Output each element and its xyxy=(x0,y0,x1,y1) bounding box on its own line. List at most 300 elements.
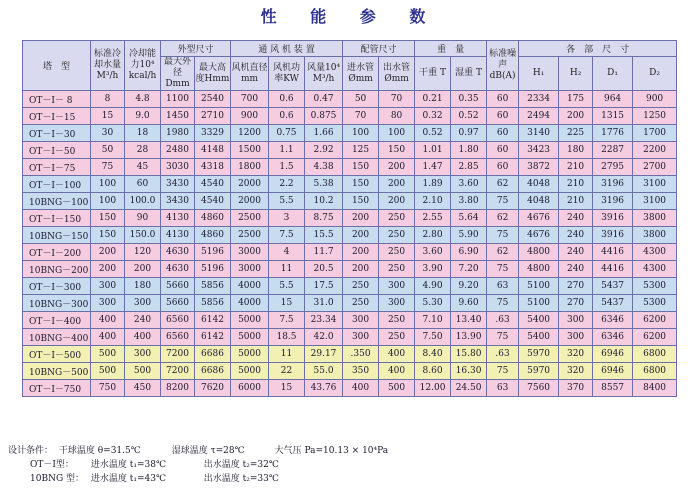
table-cell: 500 xyxy=(91,363,125,380)
table-cell: 3430 xyxy=(161,193,195,210)
table-cell: 7200 xyxy=(161,363,195,380)
row-model-cell: 10BNG－300 xyxy=(23,295,91,312)
header-pipe-1: 出水管 Ømm xyxy=(379,57,415,91)
table-cell: 5100 xyxy=(519,278,559,295)
table-cell: 150 xyxy=(343,176,379,193)
row-model-cell: OT－Ⅰ－ 8 xyxy=(23,91,91,108)
table-cell: 200 xyxy=(379,176,415,193)
header-pipe-0: 进水管 Ømm xyxy=(343,57,379,91)
table-cell: 200 xyxy=(125,261,161,278)
table-cell: 6800 xyxy=(633,346,677,363)
table-cell: 2.92 xyxy=(305,142,343,159)
table-cell: 300 xyxy=(343,312,379,329)
table-cell: 3800 xyxy=(633,210,677,227)
table-row xyxy=(23,346,677,363)
table-cell: 210 xyxy=(559,159,593,176)
table-cell: 125 xyxy=(343,142,379,159)
table-cell: 3.60 xyxy=(451,176,487,193)
header-fan-group: 通 风 机 装 置 xyxy=(231,41,343,57)
table-cell: 6142 xyxy=(195,312,231,329)
table-cell: 2000 xyxy=(231,176,269,193)
table-cell: 7.50 xyxy=(415,329,451,346)
table-cell: 240 xyxy=(559,210,593,227)
table-cell: 500 xyxy=(125,363,161,380)
table-cell: 9.0 xyxy=(125,108,161,125)
table-cell: 8.40 xyxy=(415,346,451,363)
table-row xyxy=(23,329,677,346)
table-cell: 75 xyxy=(487,261,519,278)
table-cell: 63 xyxy=(487,278,519,295)
table-cell: 0.6 xyxy=(269,108,305,125)
table-cell: 2500 xyxy=(231,210,269,227)
table-cell: 175 xyxy=(559,91,593,108)
table-cell: 5660 xyxy=(161,278,195,295)
table-cell: 3140 xyxy=(519,125,559,142)
table-cell: 250 xyxy=(379,329,415,346)
table-cell: 2000 xyxy=(231,193,269,210)
table-cell: 23.34 xyxy=(305,312,343,329)
table-cell: 42.0 xyxy=(305,329,343,346)
table-cell: 320 xyxy=(559,363,593,380)
table-cell: 4860 xyxy=(195,227,231,244)
table-cell: 11.7 xyxy=(305,244,343,261)
table-cell: 4048 xyxy=(519,176,559,193)
table-cell: 200 xyxy=(91,261,125,278)
table-cell: 250 xyxy=(379,312,415,329)
table-cell: 8.75 xyxy=(305,210,343,227)
table-cell: 300 xyxy=(125,346,161,363)
table-cell: 150 xyxy=(343,193,379,210)
table-cell: 900 xyxy=(633,91,677,108)
table-cell: 4318 xyxy=(195,159,231,176)
table-cell: 4676 xyxy=(519,227,559,244)
row-model-cell: OT－Ⅰ－500 xyxy=(23,346,91,363)
table-cell: 2.85 xyxy=(451,159,487,176)
table-row xyxy=(23,193,677,210)
table-cell: 0.75 xyxy=(269,125,305,142)
table-cell: 1776 xyxy=(593,125,633,142)
table-cell: 6560 xyxy=(161,329,195,346)
table-cell: 62 xyxy=(487,176,519,193)
table-cell: 5.5 xyxy=(269,278,305,295)
table-cell: 6946 xyxy=(593,363,633,380)
table-cell: 45 xyxy=(125,159,161,176)
table-cell: 90 xyxy=(125,210,161,227)
header-weight-1: 湿重 T xyxy=(451,57,487,91)
table-cell: 13.90 xyxy=(451,329,487,346)
table-cell: 3196 xyxy=(593,193,633,210)
table-cell: 200 xyxy=(559,108,593,125)
table-cell: 320 xyxy=(559,346,593,363)
table-cell: 400 xyxy=(379,346,415,363)
table-row xyxy=(23,312,677,329)
table-cell: 210 xyxy=(559,176,593,193)
table-cell: 5300 xyxy=(633,295,677,312)
table-row xyxy=(23,108,677,125)
footnote-wet-bulb: 湿球温度 τ=28℃ xyxy=(171,446,245,456)
table-cell: 2494 xyxy=(519,108,559,125)
table-cell: 60 xyxy=(487,142,519,159)
table-cell: 28 xyxy=(125,142,161,159)
table-row xyxy=(23,380,677,397)
table-cell: 700 xyxy=(231,91,269,108)
row-model-cell: 10BNG－500 xyxy=(23,363,91,380)
row-model-cell: 10BNG－400 xyxy=(23,329,91,346)
table-row xyxy=(23,227,677,244)
table-cell: 300 xyxy=(125,295,161,312)
table-cell: 3000 xyxy=(231,261,269,278)
table-cell: 8.60 xyxy=(415,363,451,380)
table-cell: 3196 xyxy=(593,176,633,193)
table-cell: 4.8 xyxy=(125,91,161,108)
table-cell: 2540 xyxy=(195,91,231,108)
header-parts-3: D₂ xyxy=(633,57,677,91)
table-cell: 4630 xyxy=(161,261,195,278)
table-cell: 6142 xyxy=(195,329,231,346)
table-cell: 4000 xyxy=(231,278,269,295)
table-cell: 5.90 xyxy=(451,227,487,244)
table-cell: 70 xyxy=(343,108,379,125)
table-cell: 4540 xyxy=(195,176,231,193)
table-cell: 2200 xyxy=(633,142,677,159)
table-cell: 5196 xyxy=(195,244,231,261)
table-cell: 80 xyxy=(379,108,415,125)
row-model-cell: OT－Ⅰ－100 xyxy=(23,176,91,193)
table-cell: 1100 xyxy=(161,91,195,108)
table-cell: 6560 xyxy=(161,312,195,329)
table-cell: 270 xyxy=(559,278,593,295)
table-cell: 17.5 xyxy=(305,278,343,295)
table-cell: 1.47 xyxy=(415,159,451,176)
table-cell: 50 xyxy=(91,142,125,159)
table-cell: 3000 xyxy=(231,244,269,261)
table-cell: 24.50 xyxy=(451,380,487,397)
header-parts-0: H₁ xyxy=(519,57,559,91)
table-cell: 150 xyxy=(91,227,125,244)
table-cell: 9.60 xyxy=(451,295,487,312)
table-cell: 240 xyxy=(125,312,161,329)
table-cell: 1200 xyxy=(231,125,269,142)
header-dims-group: 外型尺寸 xyxy=(161,41,231,57)
table-cell: 7.10 xyxy=(415,312,451,329)
table-cell: 5400 xyxy=(519,312,559,329)
table-cell: 350 xyxy=(343,363,379,380)
table-cell: 4676 xyxy=(519,210,559,227)
table-cell: 400 xyxy=(379,363,415,380)
header-fan-2: 风量10⁴ M³/h xyxy=(305,57,343,91)
table-cell: 50 xyxy=(343,91,379,108)
footnote-dry-bulb: 干球温度 θ=31.5℃ xyxy=(58,446,141,456)
table-cell: 964 xyxy=(593,91,633,108)
header-weight-0: 干重 T xyxy=(415,57,451,91)
table-cell: 4800 xyxy=(519,261,559,278)
footnote-pressure: 大气压 Pa=10.13 × 10⁴Pa xyxy=(274,446,389,456)
table-cell: 250 xyxy=(343,295,379,312)
footnote-label-3: 10BNG 型： xyxy=(30,474,84,484)
table-cell: 4000 xyxy=(231,295,269,312)
table-cell: 5000 xyxy=(231,346,269,363)
table-cell: 3.60 xyxy=(415,244,451,261)
table-cell: 4860 xyxy=(195,210,231,227)
table-cell: .350 xyxy=(343,346,379,363)
table-cell: 60 xyxy=(487,125,519,142)
table-row xyxy=(23,363,677,380)
table-cell: 180 xyxy=(125,278,161,295)
header-dims-1: 最大高度Hmm xyxy=(195,57,231,91)
table-cell: 6686 xyxy=(195,346,231,363)
row-model-cell: 10BNG－200 xyxy=(23,261,91,278)
table-cell: 1.1 xyxy=(269,142,305,159)
table-cell: 62 xyxy=(487,210,519,227)
table-cell: 1980 xyxy=(161,125,195,142)
table-cell: 3100 xyxy=(633,193,677,210)
table-cell: 1.01 xyxy=(415,142,451,159)
table-cell: 15 xyxy=(269,380,305,397)
table-cell: 0.35 xyxy=(451,91,487,108)
table-cell: 7.5 xyxy=(269,227,305,244)
table-row xyxy=(23,244,677,261)
table-cell: 0.6 xyxy=(269,91,305,108)
header-parts-2: D₁ xyxy=(593,57,633,91)
table-cell: 55.0 xyxy=(305,363,343,380)
row-model-cell: 10BNG－100 xyxy=(23,193,91,210)
table-cell: 1700 xyxy=(633,125,677,142)
table-cell: 400 xyxy=(125,329,161,346)
table-cell: 1.66 xyxy=(305,125,343,142)
table-cell: 3.80 xyxy=(451,193,487,210)
table-cell: 3329 xyxy=(195,125,231,142)
table-cell: 500 xyxy=(379,380,415,397)
table-cell: 1500 xyxy=(231,142,269,159)
row-model-cell: 10BNG－150 xyxy=(23,227,91,244)
table-cell: 225 xyxy=(559,125,593,142)
table-cell: 2334 xyxy=(519,91,559,108)
table-cell: 63 xyxy=(487,380,519,397)
table-cell: 2.80 xyxy=(415,227,451,244)
table-cell: 250 xyxy=(379,227,415,244)
table-cell: 3872 xyxy=(519,159,559,176)
table-cell: 2.10 xyxy=(415,193,451,210)
table-cell: 1.89 xyxy=(415,176,451,193)
table-cell: 1315 xyxy=(593,108,633,125)
table-cell: .63 xyxy=(487,346,519,363)
table-cell: 150 xyxy=(379,142,415,159)
table-cell: 4630 xyxy=(161,244,195,261)
table-cell: 6346 xyxy=(593,312,633,329)
table-cell: 300 xyxy=(379,295,415,312)
table-header xyxy=(23,41,677,91)
table-cell: 7620 xyxy=(195,380,231,397)
table-cell: 1450 xyxy=(161,108,195,125)
table-cell: 5437 xyxy=(593,278,633,295)
table-cell: 5196 xyxy=(195,261,231,278)
table-cell: 3916 xyxy=(593,227,633,244)
table-cell: 250 xyxy=(343,278,379,295)
table-cell: 4300 xyxy=(633,244,677,261)
table-cell: 5437 xyxy=(593,295,633,312)
table-cell: 6000 xyxy=(231,380,269,397)
table-cell: 400 xyxy=(91,312,125,329)
table-cell: 62 xyxy=(487,244,519,261)
table-cell: 250 xyxy=(379,244,415,261)
footnote-label-2: OT－Ⅰ型： xyxy=(30,460,74,470)
table-cell: 5400 xyxy=(519,329,559,346)
header-cooling: 冷却能力10⁴ kcal/h xyxy=(125,41,161,91)
table-cell: 270 xyxy=(559,295,593,312)
table-cell: 100 xyxy=(343,125,379,142)
table-cell: 240 xyxy=(559,261,593,278)
table-cell: 100 xyxy=(91,176,125,193)
table-cell: 20.5 xyxy=(305,261,343,278)
table-cell: 5100 xyxy=(519,295,559,312)
table-cell: 4416 xyxy=(593,244,633,261)
table-cell: 5000 xyxy=(231,363,269,380)
table-cell: 15 xyxy=(91,108,125,125)
table-cell: 2.2 xyxy=(269,176,305,193)
table-cell: 6686 xyxy=(195,363,231,380)
table-cell: 200 xyxy=(343,210,379,227)
header-model: 塔 型 xyxy=(23,41,91,91)
table-cell: 8 xyxy=(91,91,125,108)
table-cell: 60 xyxy=(125,176,161,193)
row-model-cell: OT－Ⅰ－50 xyxy=(23,142,91,159)
table-row xyxy=(23,295,677,312)
table-cell: 200 xyxy=(343,227,379,244)
table-cell: 300 xyxy=(379,278,415,295)
table-cell: 8200 xyxy=(161,380,195,397)
table-cell: 100.0 xyxy=(125,193,161,210)
footnote-bng-inlet: 进水温度 t₁=43℃ xyxy=(90,474,167,484)
table-cell: 13.40 xyxy=(451,312,487,329)
table-cell: 3916 xyxy=(593,210,633,227)
header-flow: 标准冷却水量 M³/h xyxy=(91,41,125,91)
table-cell: 120 xyxy=(125,244,161,261)
table-cell: 0.52 xyxy=(415,125,451,142)
table-cell: 3423 xyxy=(519,142,559,159)
table-cell: 4300 xyxy=(633,261,677,278)
table-cell: 5.5 xyxy=(269,193,305,210)
row-model-cell: OT－Ⅰ－150 xyxy=(23,210,91,227)
table-cell: 4416 xyxy=(593,261,633,278)
table-cell: 6200 xyxy=(633,329,677,346)
table-cell: 7.5 xyxy=(269,312,305,329)
table-cell: 150.0 xyxy=(125,227,161,244)
table-cell: 100 xyxy=(379,125,415,142)
table-cell: 250 xyxy=(379,210,415,227)
table-cell: 3.90 xyxy=(415,261,451,278)
row-model-cell: OT－Ⅰ－400 xyxy=(23,312,91,329)
row-model-cell: OT－Ⅰ－30 xyxy=(23,125,91,142)
row-model-cell: OT－Ⅰ－200 xyxy=(23,244,91,261)
table-cell: 180 xyxy=(559,142,593,159)
table-cell: 5.64 xyxy=(451,210,487,227)
table-cell: 450 xyxy=(125,380,161,397)
table-cell: 12.00 xyxy=(415,380,451,397)
header-dims-0: 最大外径Dmm xyxy=(161,57,195,91)
header-fan-1: 风机功率KW xyxy=(269,57,305,91)
table-cell: 300 xyxy=(343,329,379,346)
table-cell: 3 xyxy=(269,210,305,227)
table-cell: 15.80 xyxy=(451,346,487,363)
table-cell: 0.875 xyxy=(305,108,343,125)
table-cell: 11 xyxy=(269,261,305,278)
table-cell: 70 xyxy=(379,91,415,108)
table-cell: 11 xyxy=(269,346,305,363)
table-cell: 1250 xyxy=(633,108,677,125)
table-cell: 5300 xyxy=(633,278,677,295)
table-cell: 5.38 xyxy=(305,176,343,193)
table-cell: 4540 xyxy=(195,193,231,210)
table-cell: 18 xyxy=(125,125,161,142)
table-cell: 9.20 xyxy=(451,278,487,295)
table-cell: 75 xyxy=(487,227,519,244)
table-cell: 75 xyxy=(487,295,519,312)
table-cell: 29.17 xyxy=(305,346,343,363)
footnote-ot-outlet: 出水温度 t₂=32℃ xyxy=(203,460,279,470)
table-cell: 22 xyxy=(269,363,305,380)
table-cell: 5.30 xyxy=(415,295,451,312)
table-cell: 0.47 xyxy=(305,91,343,108)
table-cell: 30 xyxy=(91,125,125,142)
table-cell: 3030 xyxy=(161,159,195,176)
table-cell: 750 xyxy=(91,380,125,397)
table-cell: 43.76 xyxy=(305,380,343,397)
page-title: 性 能 参 数 xyxy=(260,7,440,26)
table-cell: 300 xyxy=(559,312,593,329)
table-cell: 2710 xyxy=(195,108,231,125)
table-cell: 3100 xyxy=(633,176,677,193)
table-cell: 15 xyxy=(269,295,305,312)
table-cell: 1800 xyxy=(231,159,269,176)
table-cell: 2500 xyxy=(231,227,269,244)
table-cell: 5970 xyxy=(519,346,559,363)
table-cell: 8400 xyxy=(633,380,677,397)
table-cell: 6946 xyxy=(593,346,633,363)
table-cell: 2700 xyxy=(633,159,677,176)
header-weight-group: 重 量 xyxy=(415,41,487,57)
table-cell: 60 xyxy=(487,159,519,176)
table-cell: 2.55 xyxy=(415,210,451,227)
row-model-cell: OT－Ⅰ－15 xyxy=(23,108,91,125)
row-model-cell: OT－Ⅰ－300 xyxy=(23,278,91,295)
table-cell: 200 xyxy=(343,244,379,261)
table-cell: 370 xyxy=(559,380,593,397)
table-cell: 16.30 xyxy=(451,363,487,380)
table-cell: 31.0 xyxy=(305,295,343,312)
table-cell: 0.32 xyxy=(415,108,451,125)
footnote-line-1 xyxy=(8,443,388,456)
table-cell: 4.38 xyxy=(305,159,343,176)
table-cell: 240 xyxy=(559,227,593,244)
table-cell: 2480 xyxy=(161,142,195,159)
table-cell: 2795 xyxy=(593,159,633,176)
footnote-label-1: 设计条件： xyxy=(8,446,54,456)
table-cell: 15.5 xyxy=(305,227,343,244)
header-noise: 标准噪声 dB(A) xyxy=(487,41,519,91)
table-cell: 150 xyxy=(343,159,379,176)
table-cell: 6.90 xyxy=(451,244,487,261)
table-cell: 5000 xyxy=(231,312,269,329)
table-row xyxy=(23,278,677,295)
table-row xyxy=(23,142,677,159)
table-cell: 5856 xyxy=(195,295,231,312)
table-cell: 300 xyxy=(559,329,593,346)
table-cell: 5970 xyxy=(519,363,559,380)
table-cell: 2287 xyxy=(593,142,633,159)
table-cell: 100 xyxy=(91,193,125,210)
table-cell: 4130 xyxy=(161,227,195,244)
table-cell: 18.5 xyxy=(269,329,305,346)
